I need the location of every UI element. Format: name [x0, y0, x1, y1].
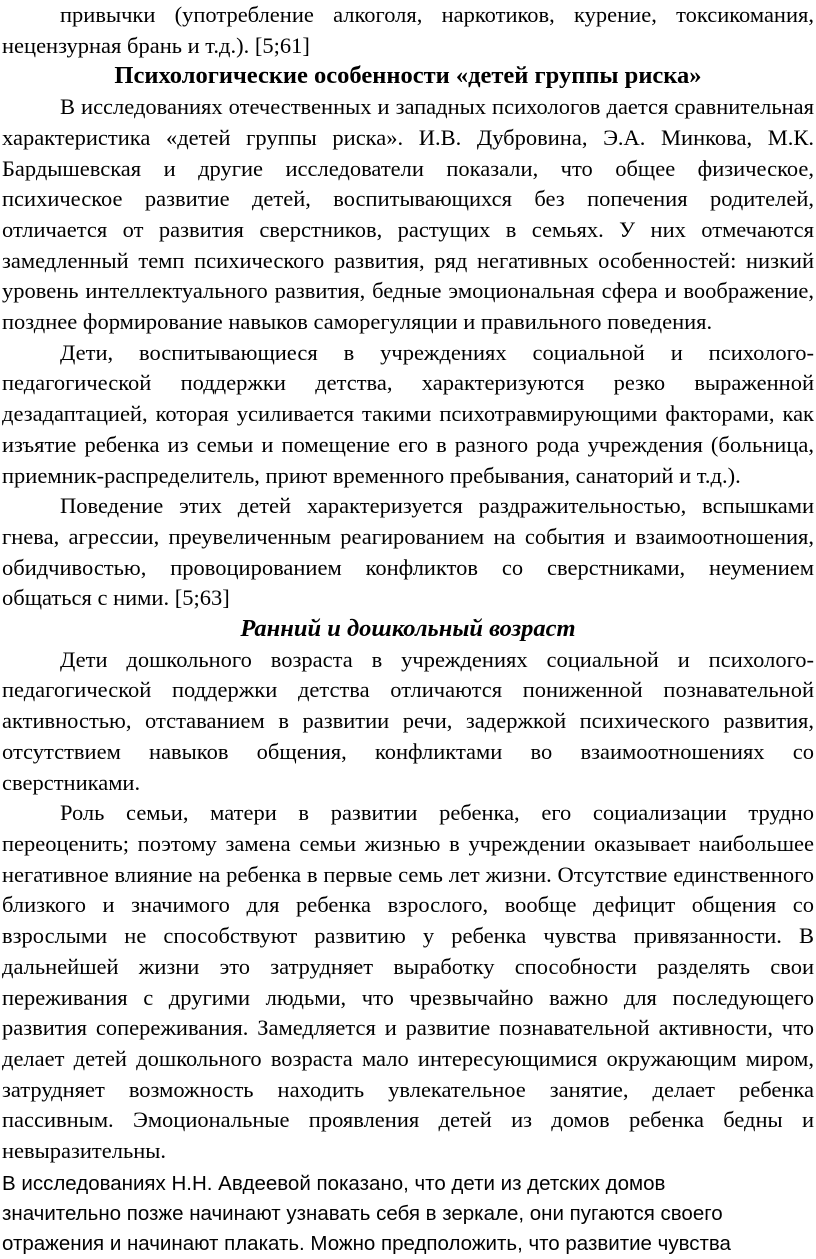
tail-line: отражения и начинают плакать. Можно предположить, что развитие чувства: [2, 1231, 731, 1255]
paragraph-disadaptation: Дети, воспитывающиеся в учреждениях социальной и психолого-педагогической поддержки детства, характеризуются резко выраженной дезадаптацией, которая усиливается такими психотравмирующими факторами, как изъятие ребенка из семьи и помещение его в разного рода учреждения (больница, приемник-распределитель, приют временного пребывания, санаторий и т.д.).: [2, 339, 814, 488]
paragraph-behavior: Поведение этих детей характеризуется раздражительностью, вспышками гнева, агрессии, преувеличенным реагированием на события и взаимоотношения, обидчивостью, провоцированием конфликтов со сверстниками, неумением общаться с ними. [5;63]: [2, 493, 814, 611]
paragraph-preschool-children: Дети дошкольного возраста в учреждениях социальной и психолого-педагогической поддержки детства отличаются пониженной познавательной активностью, отставанием в развитии речи, задержкой психического развития, отсутствием навыков общения, конфликтами во взаимоотношениях со сверстниками.: [2, 646, 814, 795]
tail-line: значительно позже начинают узнавать себя в зеркале, они пугаются своего: [2, 1201, 723, 1225]
heading-risk-group-psychology: Психологические особенности «детей группы риска»: [114, 62, 702, 90]
avdeeva-research-block: [2, 1167, 814, 1259]
paragraph-family-role: Роль семьи, матери в развитии ребенка, его социализации трудно переоценить; поэтому замена семьи жизнью в учреждении оказывает наибольшее негативное влияние на ребенка в первые семь лет жизни. Отсутствие единственного близкого и значимого для ребенка взрослого, вообще дефицит общения со взрослыми не способствуют развитию у ребенка чувства привязанности. В дальнейшей жизни это затрудняет выработку способности разделять свои переживания с другими людьми, что чрезвычайно важно для последующего развития сопереживания. Замедляется и развитие познавательной активности, что делает детей дошкольного возраста мало интересующимися окружающим миром, затрудняет возможность находить увлекательное занятие, делает ребенка пассивным. Эмоциональные проявления детей из домов ребенка бедны и невыразительны.: [2, 800, 814, 1164]
heading-early-preschool-age: Ранний и дошкольный возраст: [240, 615, 576, 643]
top-paragraph: привычки (употребление алкоголя, наркотиков, курение, токсикомания, нецензурная брань и т.д.). [5;61]: [2, 2, 814, 58]
tail-line: В исследованиях Н.Н. Авдеевой показано, что дети из детских домов: [2, 1171, 666, 1195]
paragraph-research-overview: В исследованиях отечественных и западных психологов дается сравнительная характеристика «детей группы риска». И.В. Дубровина, Э.А. Минкова, М.К. Бардышевская и другие исследователи показали, что общее физическое, психическое развитие детей, воспитывающихся без попечения родителей, отличается от развития сверстников, растущих в семьях. У них отмечаются замедленный темп психического развития, ряд негативных особенностей: низкий уровень интеллектуального развития, бедные эмоциональная сфера и воображение, позднее формирование навыков саморегуляции и правильного поведения.: [2, 94, 814, 335]
